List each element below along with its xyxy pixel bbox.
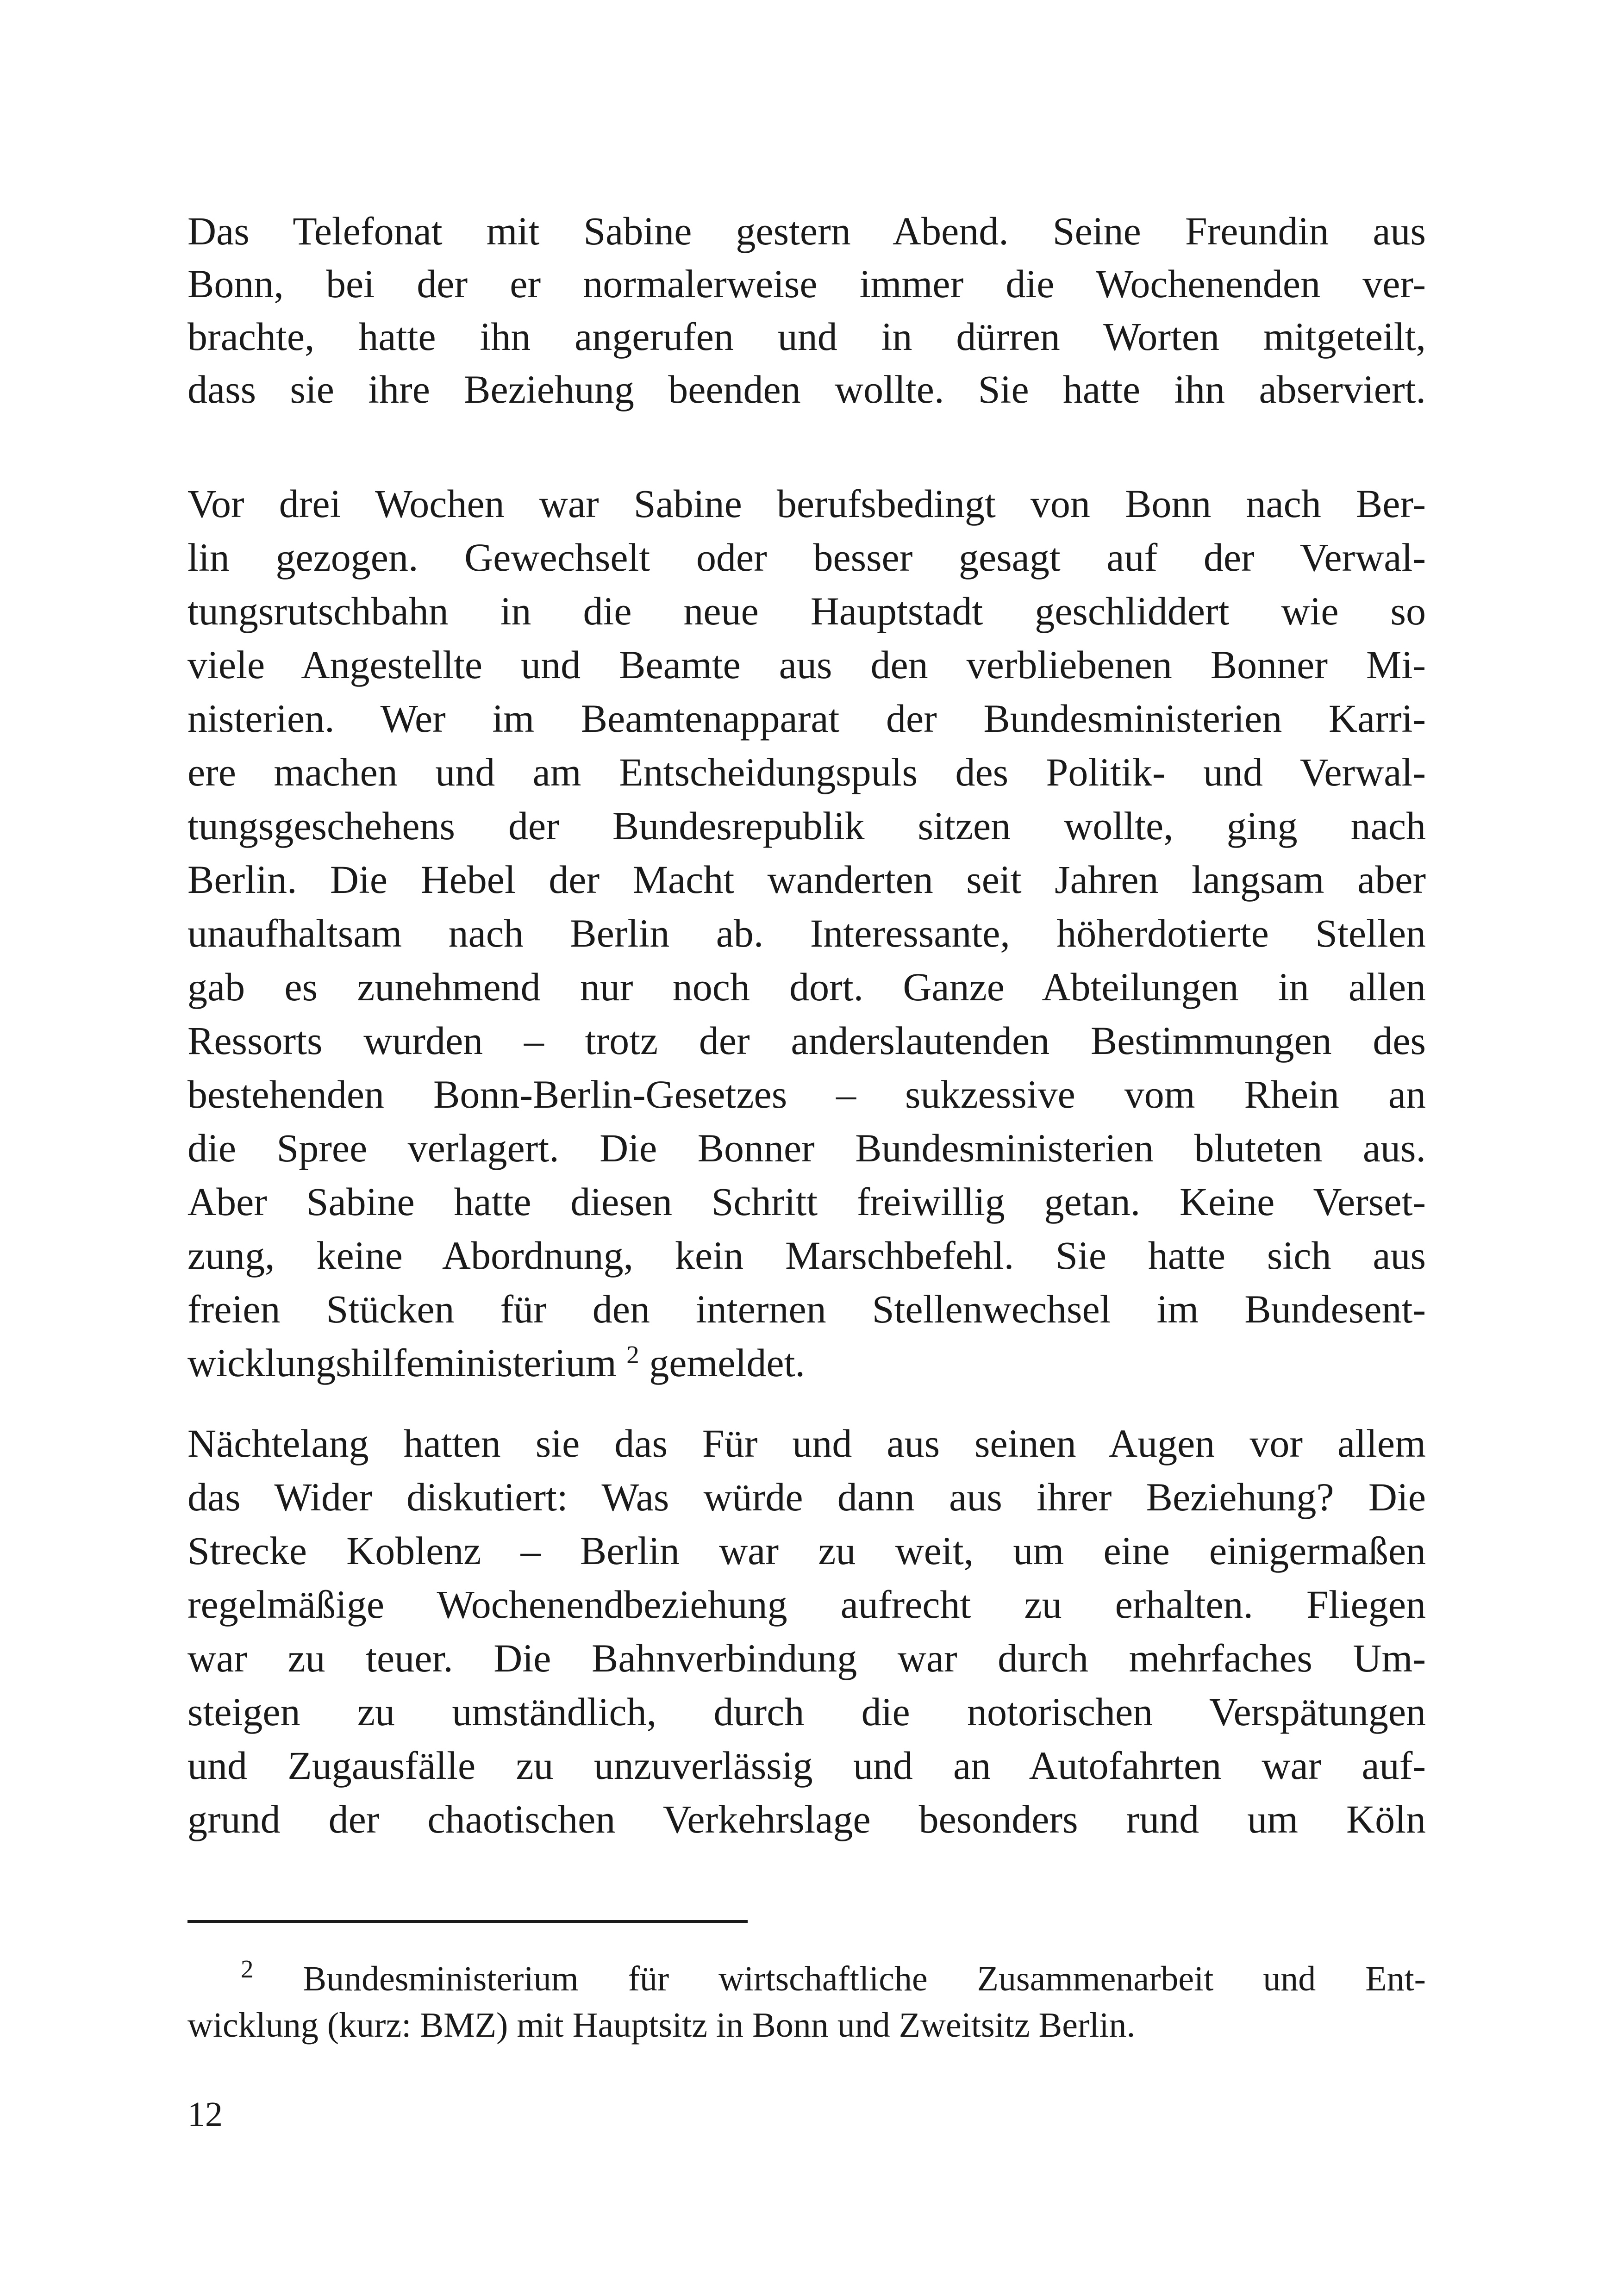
text-line: Das Telefonat mit Sabine gestern Abend. Seine Freundin aus [187,209,1426,253]
text-line: lin gezogen. Gewechselt oder besser gesagt auf der Verwal- [187,535,1426,580]
page-number: 12 [187,2095,223,2134]
footnote-line [187,1956,1426,2002]
text-line: tungsrutschbahn in die neue Hauptstadt geschliddert wie so [187,589,1426,633]
footnote [187,1956,1426,2048]
text-line: Nächtelang hatten sie das Für und aus seinen Augen vor allem [187,1421,1426,1466]
text-line: freien Stücken für den internen Stellenwechsel im Bundesent- [187,1287,1426,1331]
text-line-with-footnote-ref [187,1336,1426,1390]
text-line: nisterien. Wer im Beamtenapparat der Bundesministerien Karri- [187,696,1426,741]
paragraph-1 [187,205,1426,416]
text-line-end: wicklungshilfeministerium [187,1341,617,1385]
text-line: und Zugausfälle zu unzuverlässig und an Autofahrten war auf- [187,1743,1426,1788]
text-line: ere machen und am Entscheidungspuls des Politik- und Verwal- [187,750,1426,794]
footnote-text-1: Bundesministerium für wirtschaftliche Zusammenarbeit und Ent- [303,1959,1426,1998]
text-line: bestehenden Bonn-Berlin-Gesetzes – sukzessive vom Rhein an [187,1072,1426,1116]
text-line: regelmäßige Wochenendbeziehung aufrecht zu erhalten. Fliegen [187,1582,1426,1627]
text-line: unaufhaltsam nach Berlin ab. Interessante, höherdotierte Stellen [187,911,1426,955]
text-line: Strecke Koblenz – Berlin war zu weit, um eine einigermaßen [187,1528,1426,1573]
text-line: Bonn, bei der er normalerweise immer die Wochenenden ver- [187,262,1426,306]
footnote-separator [187,1920,748,1923]
footnote-line: wicklung (kurz: BMZ) mit Hauptsitz in Bonn und Zweitsitz Berlin. [187,2006,1136,2045]
text-line: dass sie ihre Beziehung beenden wollte. Sie hatte ihn abserviert. [187,367,1426,412]
footnote-marker: 2 [241,1955,254,1983]
text-line: das Wider diskutiert: Was würde dann aus ihrer Beziehung? Die [187,1475,1426,1519]
text-line: brachte, hatte ihn angerufen und in dürren Worten mitgeteilt, [187,314,1426,359]
text-line: Berlin. Die Hebel der Macht wanderten seit Jahren langsam aber [187,857,1426,902]
text-line: grund der chaotischen Verkehrslage besonders rund um Köln [187,1797,1426,1841]
paragraph-3 [187,1416,1426,1846]
text-line: tungsgeschehens der Bundesrepublik sitzen wollte, ging nach [187,804,1426,848]
text-line: viele Angestellte und Beamte aus den verbliebenen Bonner Mi- [187,642,1426,687]
footnote-reference[interactable]: 2 [626,1341,639,1369]
text-line: war zu teuer. Die Bahnverbindung war durch mehrfaches Um- [187,1636,1426,1680]
text-line: Aber Sabine hatte diesen Schritt freiwillig getan. Keine Verset- [187,1179,1426,1224]
text-line: zung, keine Abordnung, kein Marschbefehl. Sie hatte sich aus [187,1233,1426,1278]
text-line: gab es zunehmend nur noch dort. Ganze Abteilungen in allen [187,965,1426,1009]
text-line: Ressorts wurden – trotz der anderslautenden Bestimmungen des [187,1018,1426,1063]
text-line: die Spree verlagert. Die Bonner Bundesministerien bluteten aus. [187,1126,1426,1170]
text-line: steigen zu umständlich, durch die notorischen Verspätungen [187,1690,1426,1734]
text-line: Vor drei Wochen war Sabine berufsbedingt von Bonn nach Ber- [187,481,1426,526]
paragraph-2 [187,477,1426,1390]
text-line-tail: gemeldet. [649,1341,805,1385]
